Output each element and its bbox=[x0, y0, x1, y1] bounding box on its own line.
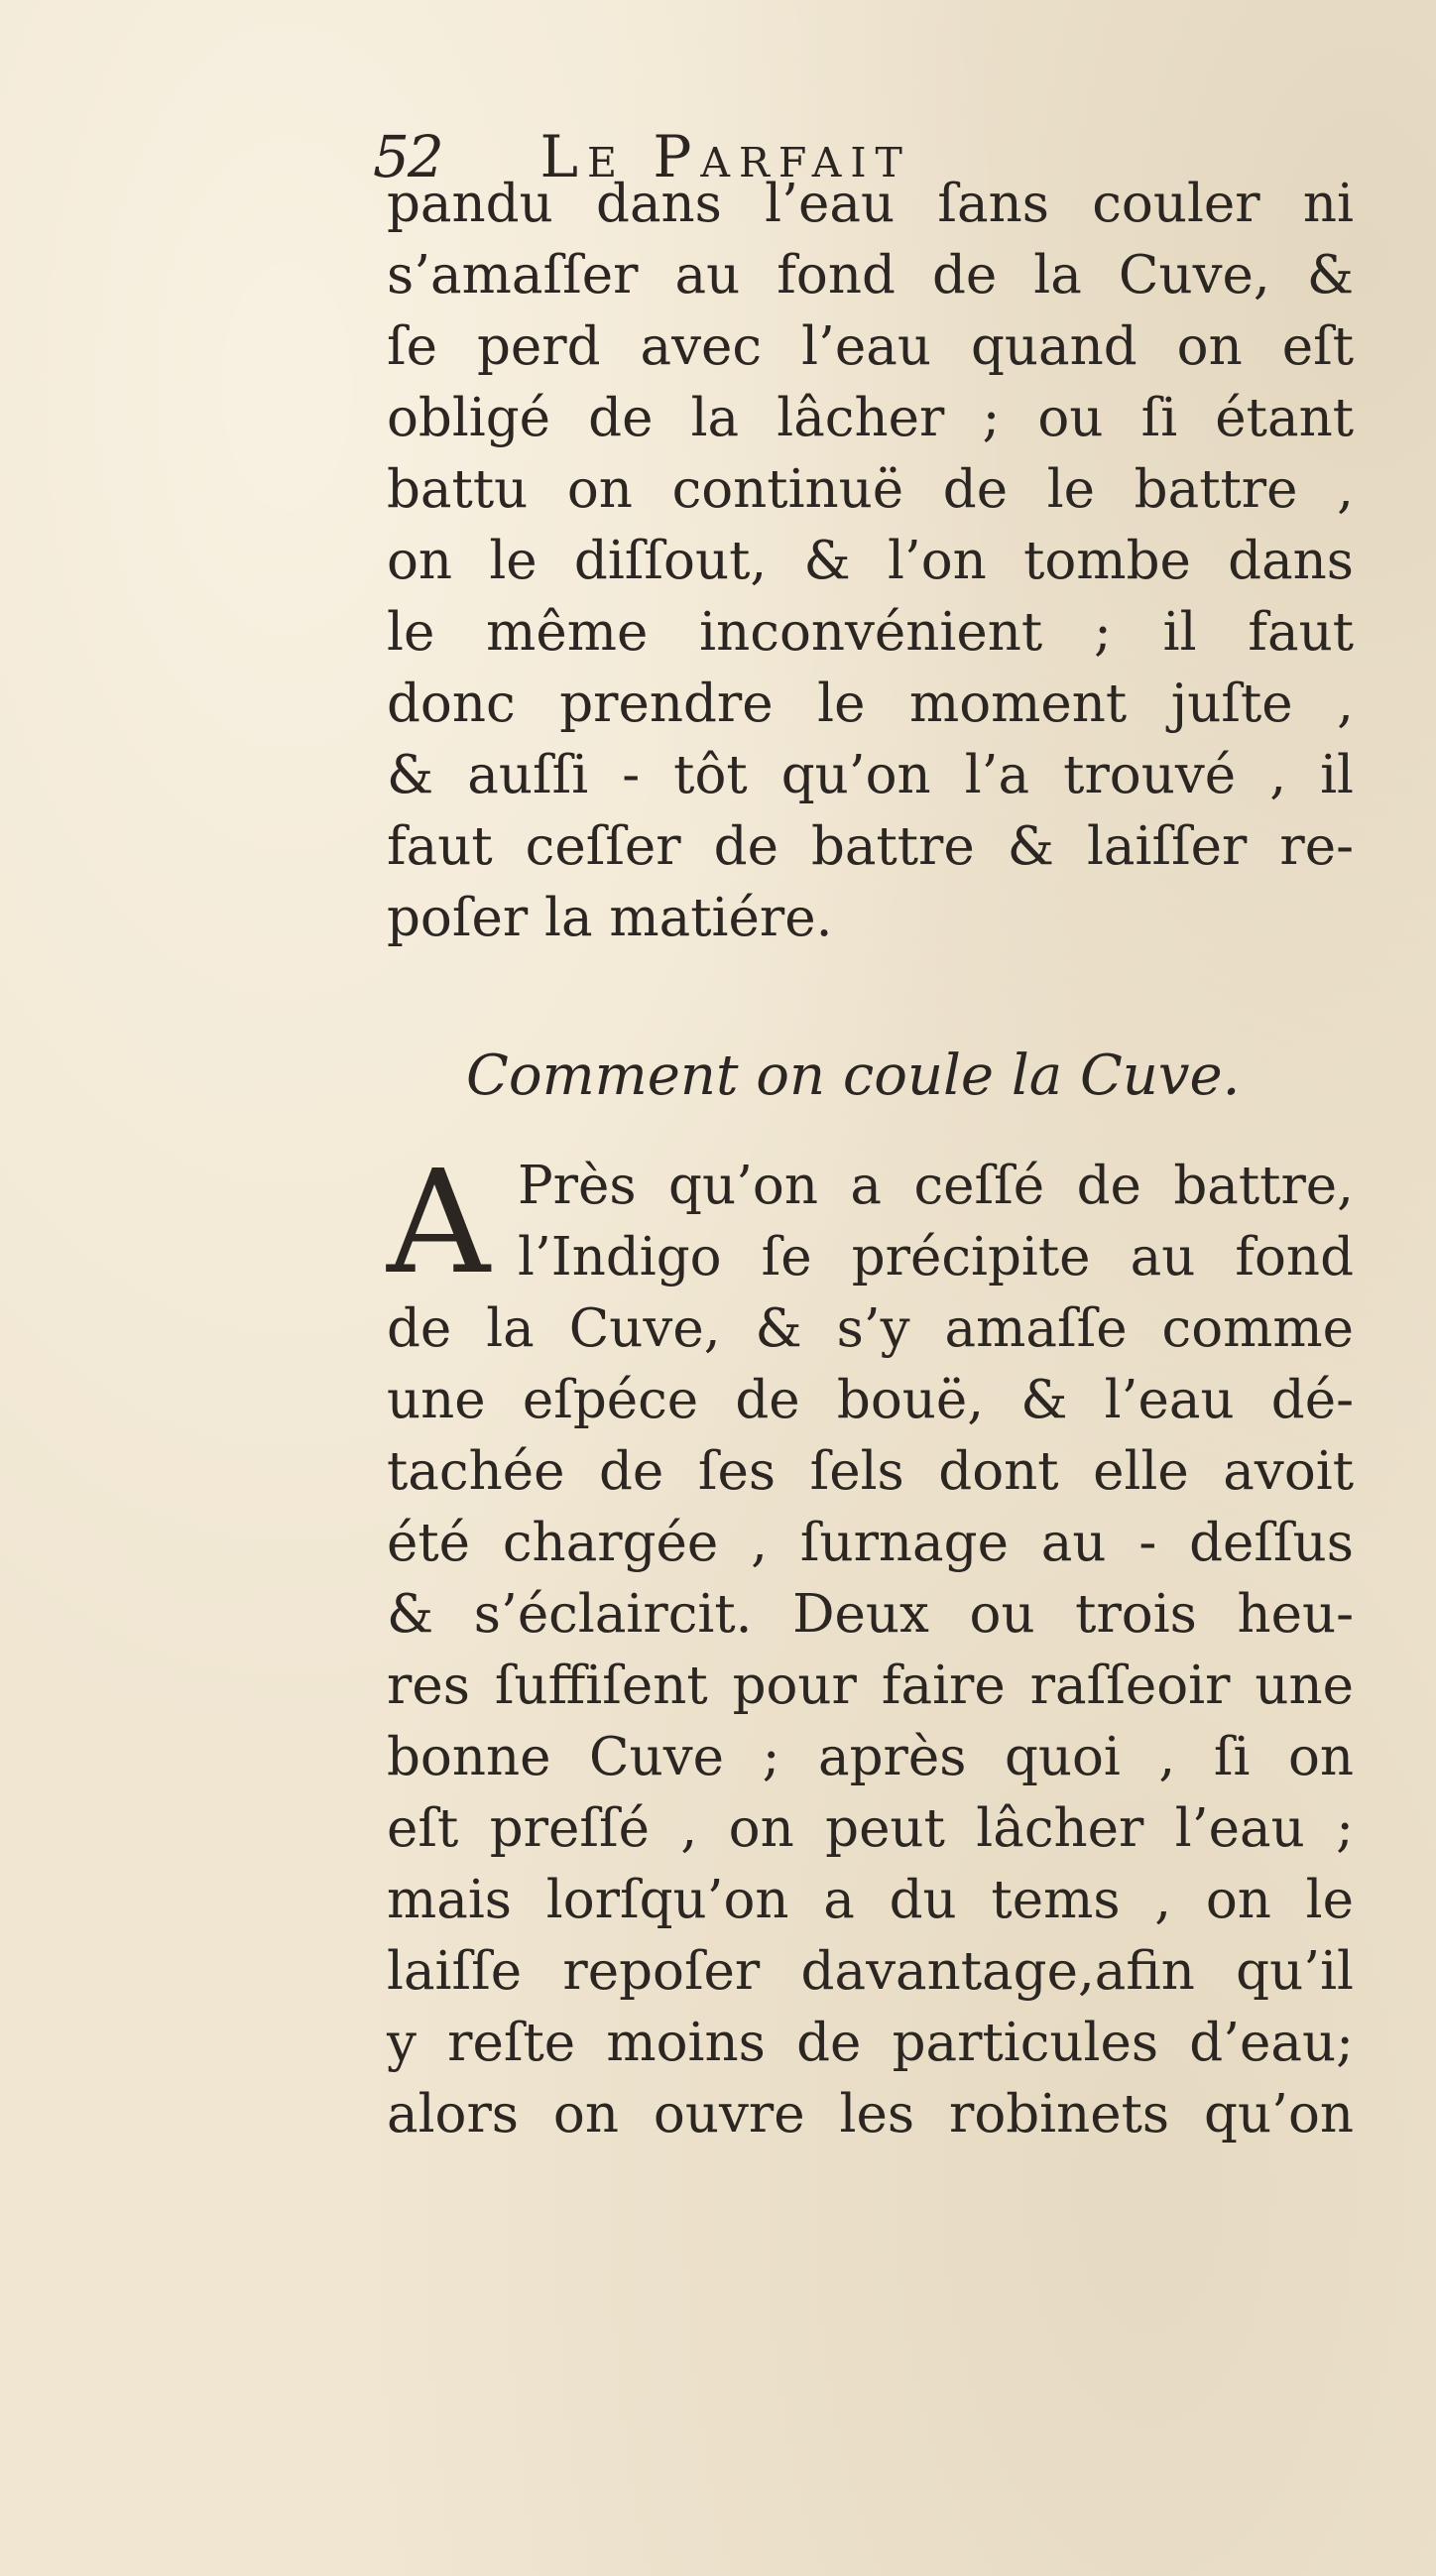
running-title: Le Parfait bbox=[539, 123, 911, 190]
text-line: alors on ouvre les robinets qu’on bbox=[387, 2084, 1354, 2145]
text-line: une eſpéce de bouë, & l’eau dé- bbox=[387, 1370, 1354, 1430]
paragraph-2 bbox=[387, 1139, 1354, 2150]
section-heading: Comment on coule la Cuve. bbox=[466, 1043, 1241, 1108]
text-line: faut ceſſer de battre & laiſſer re- bbox=[387, 816, 1354, 877]
text-line: été chargée , ſurnage au - deſſus bbox=[387, 1513, 1354, 1573]
text-line: & s’éclaircit. Deux ou trois heu- bbox=[387, 1584, 1354, 1645]
text-line: de la Cuve, & s’y amaſſe comme bbox=[387, 1298, 1354, 1359]
text-line: poſer la matiére. bbox=[387, 888, 833, 948]
page-number: 52 bbox=[373, 123, 442, 190]
text-line: ſe perd avec l’eau quand on eſt bbox=[387, 316, 1354, 377]
text-line: & auſſi - tôt qu’on l’a trouvé , il bbox=[387, 745, 1354, 805]
text-line: mais lorſqu’on a du tems , on le bbox=[387, 1870, 1354, 1930]
text-line: tachée de ſes ſels dont elle avoit bbox=[387, 1441, 1354, 1502]
text-line: y reſte moins de particules d’eau; bbox=[387, 2013, 1354, 2073]
paragraph-1 bbox=[387, 169, 1354, 954]
text-line: pandu dans l’eau ſans couler ni bbox=[387, 174, 1354, 234]
text-line: Près qu’on a ceſſé de battre, bbox=[518, 1156, 1354, 1216]
text-line: donc prendre le moment juſte , bbox=[387, 674, 1354, 734]
text-line: le même inconvénient ; il faut bbox=[387, 602, 1354, 663]
drop-cap: A bbox=[387, 1139, 490, 1305]
text-line: l’Indigo ſe précipite au fond bbox=[518, 1227, 1354, 1288]
text-line: battu on continuë de le battre , bbox=[387, 459, 1354, 520]
text-line: on le diſſout, & l’on tombe dans bbox=[387, 531, 1354, 591]
text-line: bonne Cuve ; après quoi , ſi on bbox=[387, 1727, 1354, 1787]
text-line: s’amaſſer au fond de la Cuve, & bbox=[387, 245, 1354, 306]
text-line: laiſſe repoſer davantage,afin qu’il bbox=[387, 1941, 1354, 2002]
text-line: res ſuffiſent pour faire raſſeoir une bbox=[387, 1656, 1354, 1716]
text-line: eſt preſſé , on peut lâcher l’eau ; bbox=[387, 1798, 1354, 1859]
text-line: obligé de la lâcher ; ou ſi étant bbox=[387, 388, 1354, 448]
